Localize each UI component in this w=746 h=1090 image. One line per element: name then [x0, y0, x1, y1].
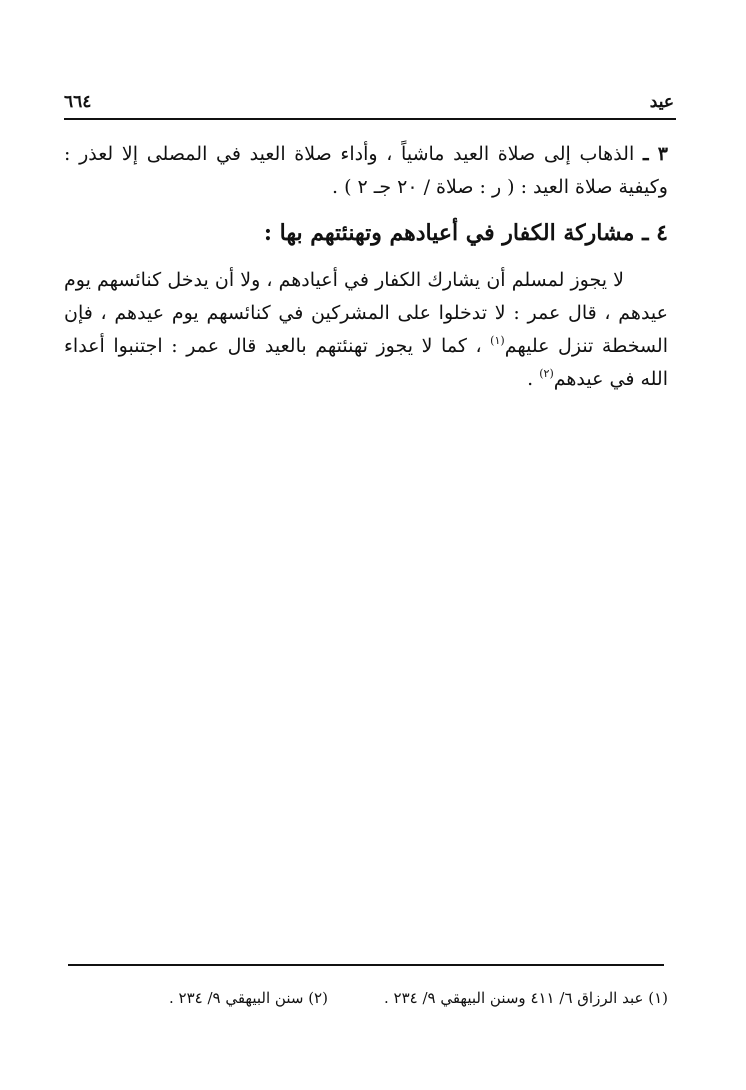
item-3-number: ٣ ـ	[642, 143, 669, 165]
item-3-paragraph	[64, 138, 668, 204]
header-rule	[64, 118, 676, 120]
item-3-text: الذهاب إلى صلاة العيد ماشياً ، وأداء صلاة العيد في المصلى إلا لعذر : وكيفية صلاة العيد : ( ر : صلاة / ٢٠ جـ ٢ ) .	[64, 143, 668, 198]
footnotes	[60, 986, 668, 1010]
footnote-marker-1[interactable]: (١)	[490, 334, 505, 347]
page-body	[64, 138, 668, 396]
footnote-rule	[68, 964, 664, 966]
main-paragraph	[64, 264, 668, 396]
paragraph-text-2: ، كما لا يجوز تهنئتهم بالعيد قال عمر : اجتنبوا أعداء الله في عيدهم	[64, 335, 668, 390]
footnote-marker-2[interactable]: (٢)	[539, 367, 554, 380]
section-heading-text: مشاركة الكفار في أعيادهم وتهنئتهم بها :	[263, 220, 635, 246]
running-head-title: عيد	[649, 92, 674, 112]
section-heading	[64, 216, 668, 250]
running-head	[64, 84, 674, 112]
footnote-2: (٢) سنن البيهقي ٩/ ٢٣٤ .	[168, 989, 328, 1007]
section-heading-number: ٤ ـ	[642, 220, 668, 246]
page-number: ٦٦٤	[64, 92, 92, 112]
paragraph-text-1: لا يجوز لمسلم أن يشارك الكفار في أعيادهم ، ولا أن يدخل كنائسهم يوم عيدهم ، قال عمر : لا تدخلوا على المشركين في كنائسهم يوم عيدهم ، فإن السخطة تنزل عليهم	[64, 269, 668, 357]
footnote-1: (١) عبد الرزاق ٦/ ٤١١ وسنن البيهقي ٩/ ٢٣٤ .	[383, 989, 668, 1007]
paragraph-text-3: .	[527, 368, 540, 390]
